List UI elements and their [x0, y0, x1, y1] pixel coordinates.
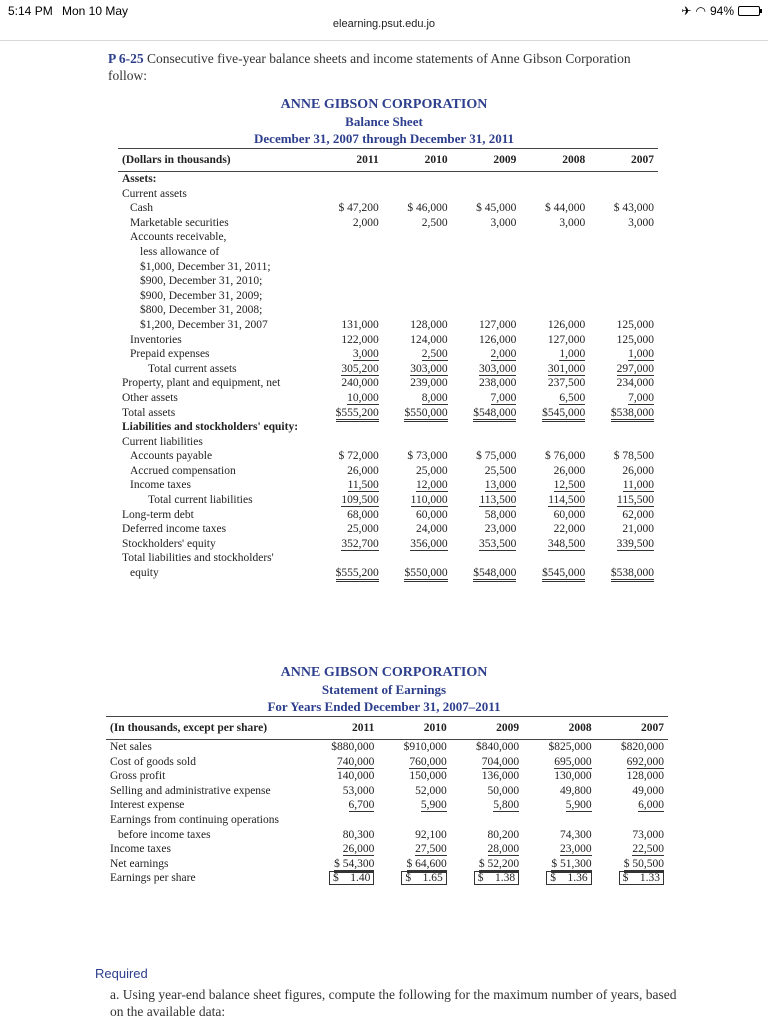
- balance-company: ANNE GIBSON CORPORATION: [280, 97, 488, 112]
- balance-sheet-table: (Dollars in thousands) 2011 2010 2009 2008 2007 Assets: Current assets Cash $ 47,200 $ 46,000 $ 45,000 $ 44,000 $ 43,000 Marketable securities 2,000 2,500 3,000 3,000 3,000 Accounts receivable, less allowance of $1,000, December 31, 2011; $900, December 31, 2010; $900, December 31, 2009; $800, December 31, 2008; $1,200, December 31, 2007 131,000 128,000 127,000 126,000 125,000 Inventories 122,000 124,000 126,000 127,000 125,000 Prepaid expenses 3,000 2,500 2,000 1,000 1,000 Total current assets 305,200 303,000 303,000 301,000 297,000 Property, plant and equipment, net 240,000 239,000 238,000 237,500 234,000 Other assets 10,000 8,000 7,000 6,500 7,000 Total assets $555,200 $550,000 $548,000 $545,000 $538,000 Liabilities and stockholders' equity: Current liabilities Accounts payable $ 72,000 $ 73,000 $ 75,000 $ 76,000 $ 78,500 Accrued compensation 26,000 25,000 25,500 26,000 26,000 Income taxes 11,500 12,000 13,000 12,500 11,000 Total current liabilities 109,500 110,000 113,500 114,500 115,500 Long-term debt 68,000 60,000 58,000 60,000 62,000 Deferred income taxes 25,000 24,000 23,000 22,000 21,000 Stockholders' equity 352,700 356,000 353,500 348,500 339,500 Total liabilities and stockholders' equity $555,200 $550,000 $548,000 $545,000 $538,000: [118, 148, 658, 581]
- income-statement-name: Statement of Earnings: [321, 682, 447, 697]
- table-row: equity $555,200 $550,000 $548,000 $545,000 $538,000: [118, 566, 658, 581]
- required-heading: Required: [95, 966, 148, 981]
- table-row: Other assets 10,000 8,000 7,000 6,500 7,000: [122, 391, 654, 404]
- battery-icon: [738, 6, 760, 16]
- units-label: (In thousands, except per share): [106, 717, 306, 740]
- table-row: Long-term debt 68,000 60,000 58,000 60,000 62,000: [122, 508, 654, 521]
- year-header: 2009: [452, 149, 521, 172]
- table-row: Cost of goods sold 740,000 760,000 704,000 695,000 692,000: [110, 755, 664, 768]
- problem-number: P 6-25: [108, 51, 144, 66]
- table-row: $1,200, December 31, 2007 131,000 128,000 127,000 126,000 125,000: [140, 318, 654, 331]
- year-header: 2007: [596, 717, 668, 740]
- table-header: [106, 717, 668, 740]
- balance-period: December 31, 2007 through December 31, 2011: [254, 131, 514, 146]
- toolbar-divider: [0, 40, 768, 41]
- table-row: Total current liabilities 109,500 110,000 113,500 114,500 115,500: [148, 494, 654, 507]
- year-header: 2009: [451, 717, 523, 740]
- table-row: Total current assets 305,200 303,000 303,000 301,000 297,000: [148, 362, 654, 375]
- year-header: 2010: [378, 717, 450, 740]
- year-header: 2008: [523, 717, 595, 740]
- problem-text: [108, 50, 668, 84]
- table-row: Accounts payable $ 72,000 $ 73,000 $ 75,000 $ 76,000 $ 78,500: [130, 450, 654, 463]
- table-row: Selling and administrative expense 53,000 52,000 50,000 49,800 49,000: [110, 784, 664, 797]
- year-header: 2011: [314, 149, 383, 172]
- income-statement-table: (In thousands, except per share) 2011 2010 2009 2008 2007 Net sales $880,000 $910,000 $840,000 $825,000 $820,000 Cost of goods sold 740,000 760,000 704,000 695,000 692,000 Gross profit 140,000 150,000 136,000 130,000 128,000 Selling and administrative expense 53,000 52,000 50,000 49,800 49,000 Interest expense 6,700 5,900 5,800 5,900 6,000 Earnings from continuing operations before income taxes 80,300 92,100 80,200 74,300 73,000 Income taxes 26,000 27,500 28,000 23,000 22,500 Net earnings $ 54,300 $ 64,600 $ 52,200 $ 51,300 $ 50,500 Earnings per share $ 1.40 $ 1.65 $ 1.38 $ 1.36 $ 1.33: [106, 716, 668, 886]
- income-company: ANNE GIBSON CORPORATION: [280, 665, 488, 680]
- section-heading: Assets:: [122, 173, 157, 185]
- status-time: 5:14 PM: [8, 4, 53, 18]
- table-row: Income taxes 11,500 12,000 13,000 12,500 11,000: [130, 479, 654, 492]
- status-date: Mon 10 May: [62, 4, 129, 18]
- url-bar[interactable]: [0, 18, 768, 38]
- year-header: 2007: [589, 149, 658, 172]
- wifi-icon: ◠: [695, 4, 706, 18]
- table-row: Inventories 122,000 124,000 126,000 127,000 125,000: [130, 333, 654, 346]
- table-row: Gross profit 140,000 150,000 136,000 130,000 128,000: [110, 770, 664, 783]
- table-row: Prepaid expenses 3,000 2,500 2,000 1,000 1,000: [130, 348, 654, 361]
- table-row: Net earnings $ 54,300 $ 64,600 $ 52,200 $ 51,300 $ 50,500: [106, 857, 668, 872]
- section-heading: Current assets: [122, 187, 187, 200]
- table-row: Stockholders' equity 352,700 356,000 353,500 348,500 339,500: [122, 537, 654, 550]
- url-text: elearning.psut.edu.jo: [332, 18, 436, 30]
- table-row: Income taxes 26,000 27,500 28,000 23,000 22,500: [110, 843, 664, 856]
- status-right: [681, 4, 760, 18]
- table-header: [118, 149, 658, 172]
- section-heading: Liabilities and stockholders' equity:: [122, 421, 299, 434]
- table-row: before income taxes 80,300 92,100 80,200 74,300 73,000: [118, 828, 664, 841]
- table-row: Interest expense 6,700 5,900 5,800 5,900 6,000: [110, 799, 664, 812]
- table-row: Property, plant and equipment, net 240,000 239,000 238,000 237,500 234,000: [122, 377, 654, 390]
- balance-statement: Balance Sheet: [345, 114, 423, 129]
- income-statement-title: [0, 664, 768, 715]
- problem-description: Consecutive five-year balance sheets and income statements of Anne Gibson Corporation follow:: [108, 51, 631, 83]
- year-header: 2010: [383, 149, 452, 172]
- units-label: (Dollars in thousands): [118, 149, 314, 172]
- table-row: Cash $ 47,200 $ 46,000 $ 45,000 $ 44,000 $ 43,000: [130, 202, 654, 215]
- table-row: Accrued compensation 26,000 25,000 25,500 26,000 26,000: [130, 464, 654, 477]
- table-row: Earnings per share $ 1.40 $ 1.65 $ 1.38 $ 1.36 $ 1.33: [106, 871, 668, 886]
- airplane-icon: ✈: [681, 4, 692, 18]
- required-item-a: a. Using year-end balance sheet figures, compute the following for the maximum number of years, based on the available data:: [110, 987, 677, 1019]
- section-heading: Current liabilities: [122, 435, 203, 448]
- battery-percent: 94%: [709, 4, 734, 18]
- table-row: Deferred income taxes 25,000 24,000 23,000 22,000 21,000: [122, 523, 654, 536]
- year-header: 2008: [520, 149, 589, 172]
- table-row: Net sales $880,000 $910,000 $840,000 $825,000 $820,000: [110, 741, 664, 753]
- balance-sheet-title: [0, 96, 768, 147]
- table-row: Marketable securities 2,000 2,500 3,000 3,000 3,000: [130, 216, 654, 229]
- year-header: 2011: [306, 717, 378, 740]
- table-row: Total assets $555,200 $550,000 $548,000 $545,000 $538,000: [118, 406, 658, 421]
- income-period: For Years Ended December 31, 2007–2011: [267, 699, 501, 714]
